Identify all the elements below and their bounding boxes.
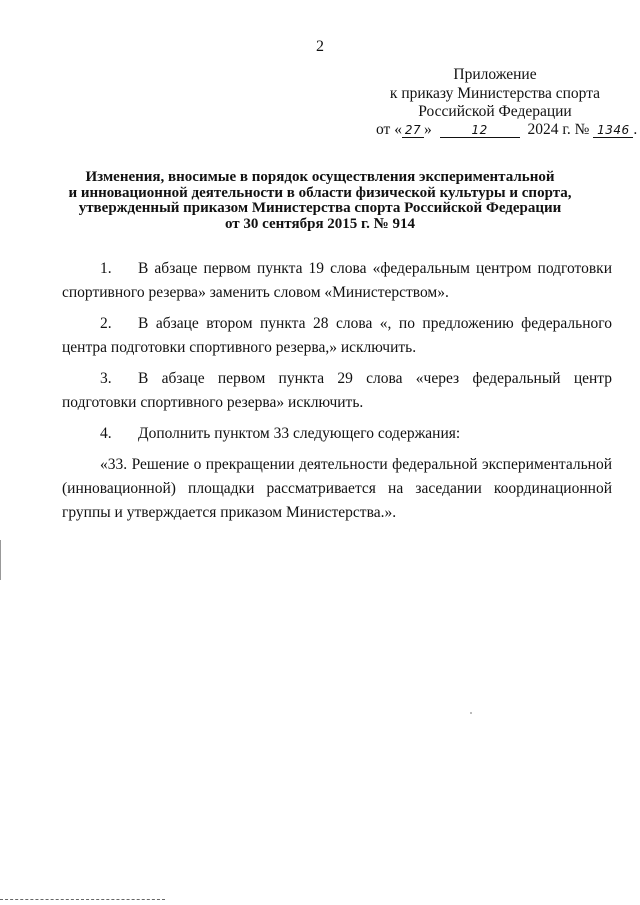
item-text: В абзаце первом пункта 29 слова «через федеральный центр подготовки спортивного резерва» исключить. <box>62 370 612 411</box>
order-date-line <box>376 121 637 139</box>
title-line-3: утвержденный приказом Министерства спорта Российской Федерации <box>78 200 562 217</box>
footer-rule <box>0 899 165 900</box>
item-text: Дополнить пунктом 33 следующего содержания: <box>138 425 461 442</box>
item-text: В абзаце втором пункта 28 слова «, по предложению федерального центра подготовки спортивного резерва,» исключить. <box>62 315 612 356</box>
item-number: 3. <box>100 370 112 387</box>
title-line-2: и инновационной деятельности в области физической культуры и спорта, <box>68 184 572 201</box>
order-end: . <box>633 121 638 138</box>
item-1 <box>62 257 612 305</box>
date-prefix: от « <box>376 121 402 138</box>
page-number: 2 <box>316 38 324 55</box>
document-title <box>40 170 600 232</box>
quoted-item-33: «33. Решение о прекращении деятельности федеральной экспериментальной (инновационной) площадки рассматривается на заседании координационной группы и утверждается приказом Министерства.». <box>62 456 612 521</box>
item-number: 4. <box>100 425 112 442</box>
scan-edge-mark <box>0 540 1 580</box>
item-4 <box>62 422 612 446</box>
title-line-1: Изменения, вносимые в порядок осуществления экспериментальной <box>85 169 555 185</box>
appendix-title: Приложение <box>453 66 537 83</box>
item-text: В абзаце первом пункта 19 слова «федеральным центром подготовки спортивного резерва» заменить словом «Министерством». <box>62 260 612 301</box>
order-number: 1346 <box>593 123 633 138</box>
order-year: 2024 г. № <box>527 121 590 138</box>
appendix-order-ref: к приказу Министерства спорта <box>389 84 601 102</box>
item-2 <box>62 312 612 360</box>
appendix-header <box>360 66 630 122</box>
scan-speck <box>470 712 472 714</box>
document-body <box>62 257 612 532</box>
title-line-4: от 30 сентября 2015 г. № 914 <box>225 215 415 232</box>
item-number: 1. <box>100 260 112 277</box>
date-mid: » <box>423 121 432 138</box>
item-3 <box>62 367 612 415</box>
order-day: 27 <box>402 123 424 138</box>
order-month: 12 <box>440 123 520 138</box>
appendix-federation: Российской Федерации <box>418 103 572 120</box>
item-number: 2. <box>100 315 112 332</box>
